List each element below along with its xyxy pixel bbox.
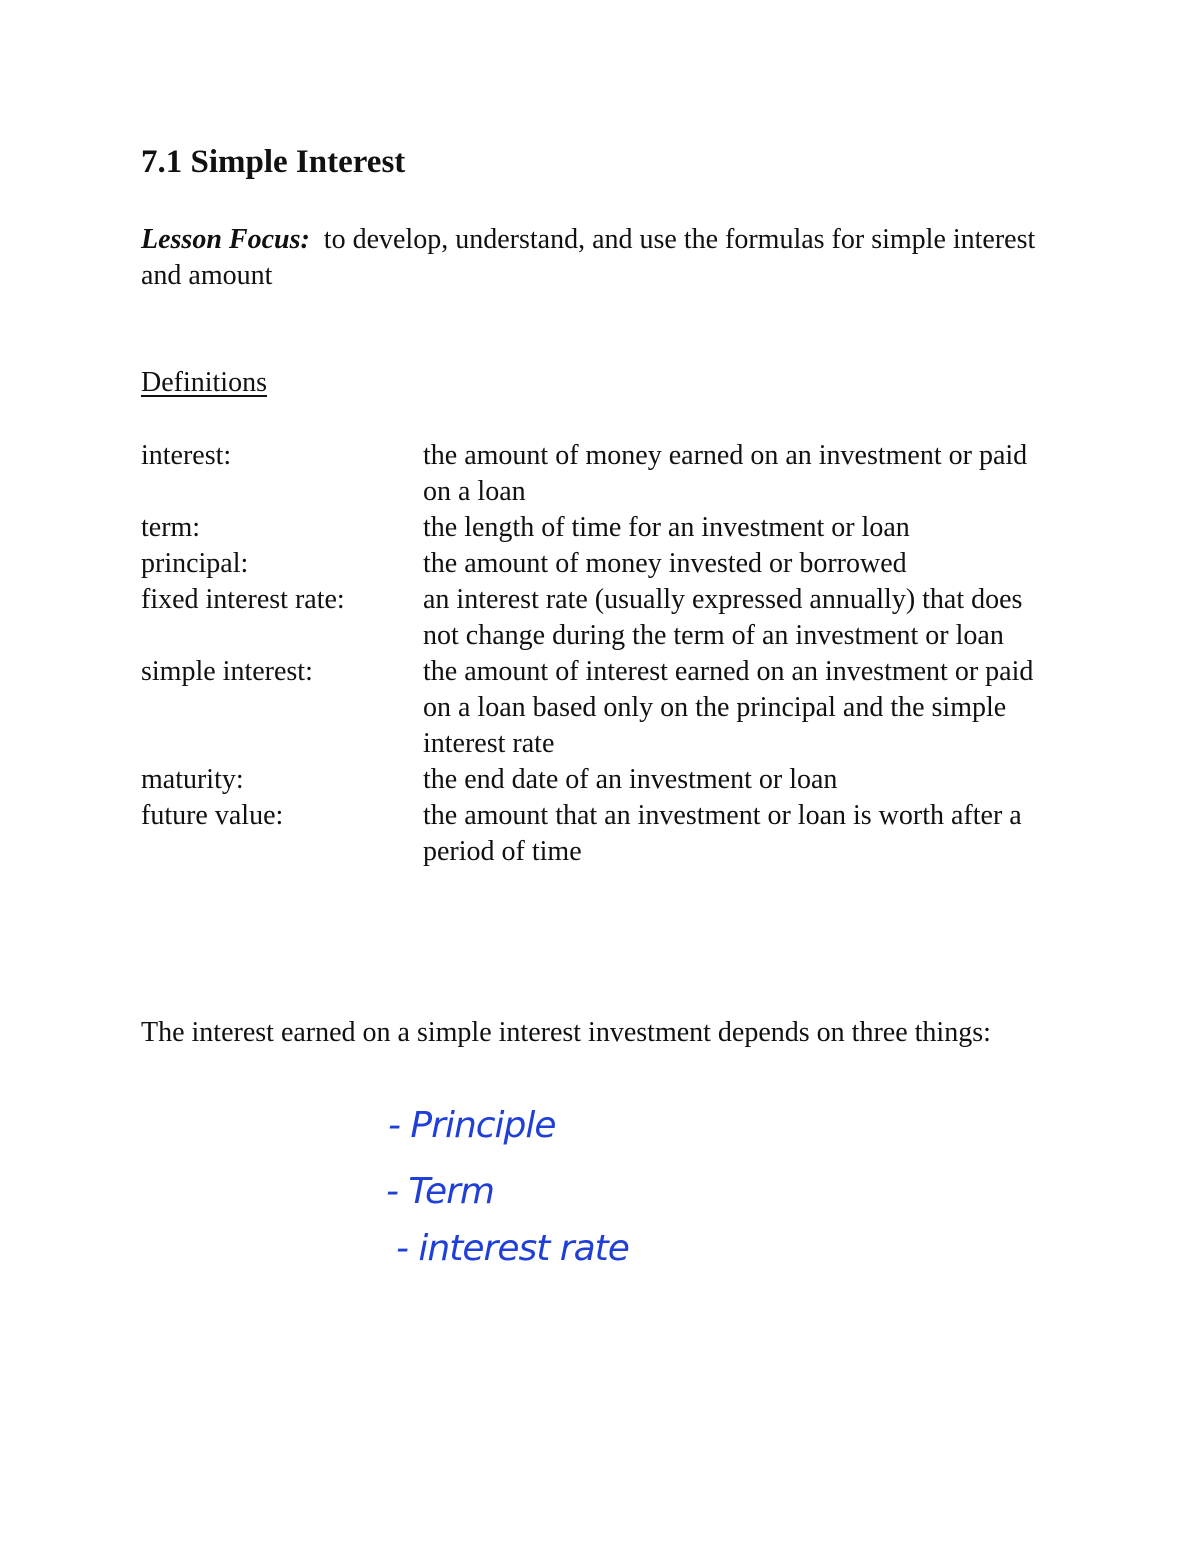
definition-item xyxy=(141,654,1061,762)
definition-text: the amount of interest earned on an investment or paid on a loan based only on the principal and the simple interest rate xyxy=(423,656,1034,759)
definition-item xyxy=(141,510,1061,546)
definition-term: principal: xyxy=(141,548,249,579)
definition-item xyxy=(141,582,1061,654)
page-title: 7.1 Simple Interest xyxy=(141,144,406,180)
lesson-focus-text: to develop, understand, and use the formulas for simple interest and amount xyxy=(141,224,1036,291)
definition-text: an interest rate (usually expressed annually) that does not change during the term of an investment or loan xyxy=(423,584,1023,651)
definition-text: the amount that an investment or loan is worth after a period of time xyxy=(423,800,1022,867)
handwritten-note: - interest rate xyxy=(396,1228,629,1269)
definition-term: fixed interest rate: xyxy=(141,584,345,615)
handwritten-note: - Term xyxy=(386,1171,494,1212)
lesson-focus xyxy=(141,222,1071,294)
definition-term: maturity: xyxy=(141,764,244,795)
definition-text: the amount of money invested or borrowed xyxy=(423,548,907,579)
definition-item xyxy=(141,798,1061,870)
definition-term: term: xyxy=(141,512,201,543)
definition-item xyxy=(141,762,1061,798)
definition-term: future value: xyxy=(141,800,284,831)
handwritten-note: - Principle xyxy=(388,1105,556,1146)
definitions-heading: Definitions xyxy=(141,367,267,398)
lesson-focus-label: Lesson Focus: xyxy=(141,224,310,255)
definitions-list xyxy=(141,438,1061,870)
definition-item xyxy=(141,546,1061,582)
definition-item xyxy=(141,438,1061,510)
definition-term: simple interest: xyxy=(141,656,313,687)
definition-text: the end date of an investment or loan xyxy=(423,764,838,795)
intro-paragraph: The interest earned on a simple interest investment depends on three things: xyxy=(141,1017,991,1048)
handwriting-canvas xyxy=(380,1085,680,1285)
definition-text: the length of time for an investment or loan xyxy=(423,512,910,543)
definition-term: interest: xyxy=(141,440,232,471)
definition-text: the amount of money earned on an investment or paid on a loan xyxy=(423,440,1028,507)
handwritten-notes xyxy=(380,1085,680,1285)
